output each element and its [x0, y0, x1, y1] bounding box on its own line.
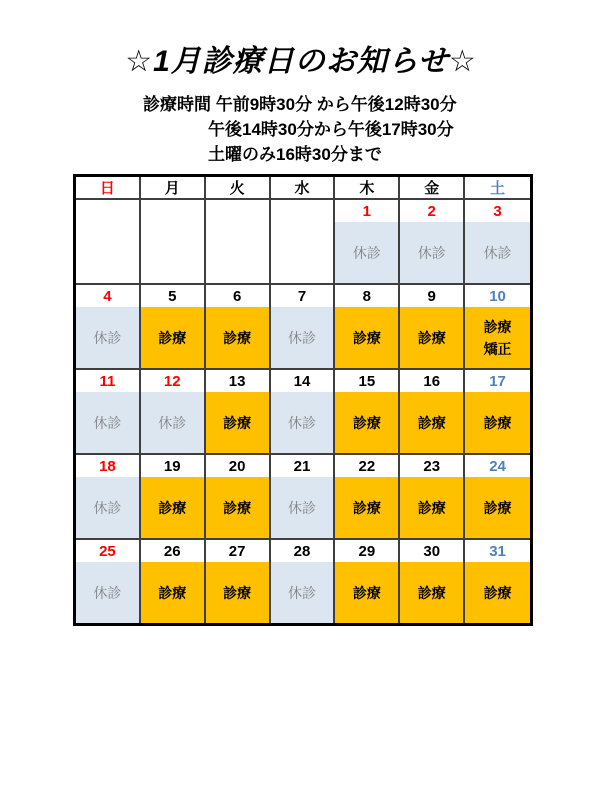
calendar-cell-day-4: [76, 285, 141, 370]
status-label: [141, 222, 204, 283]
calendar-cell-day-12: [141, 370, 206, 455]
day-number: 7: [271, 285, 334, 307]
calendar-cell-day-28: [271, 540, 336, 623]
calendar-cell-day-9: [400, 285, 465, 370]
calendar-cell-empty: [206, 200, 271, 285]
weekday-header-6: 土: [465, 177, 530, 200]
weekday-header-0: 日: [76, 177, 141, 200]
calendar-cell-day-5: [141, 285, 206, 370]
status-label: 休診: [141, 392, 204, 453]
day-number: 9: [400, 285, 463, 307]
status-label: 診療: [141, 307, 204, 368]
status-label: 休診: [76, 307, 139, 368]
day-number: 26: [141, 540, 204, 562]
day-number: 19: [141, 455, 204, 477]
weekday-header-4: 木: [335, 177, 400, 200]
status-label: 診療: [400, 562, 463, 623]
calendar-cell-day-10: [465, 285, 530, 370]
status-label: [76, 222, 139, 283]
calendar-cell-day-19: [141, 455, 206, 540]
status-label: [271, 222, 334, 283]
day-number: 27: [206, 540, 269, 562]
status-label: 診療: [206, 392, 269, 453]
calendar-cell-day-18: [76, 455, 141, 540]
calendar-cell-day-15: [335, 370, 400, 455]
status-label: 休診: [271, 562, 334, 623]
status-label: 休診: [76, 392, 139, 453]
weekday-header-5: 金: [400, 177, 465, 200]
calendar-cell-day-29: [335, 540, 400, 623]
day-number: 6: [206, 285, 269, 307]
calendar-cell-day-27: [206, 540, 271, 623]
day-number: 10: [465, 285, 530, 307]
calendar-cell-day-11: [76, 370, 141, 455]
status-label: 診療: [400, 477, 463, 538]
calendar-cell-day-13: [206, 370, 271, 455]
status-label: 診療: [335, 562, 398, 623]
day-number: 14: [271, 370, 334, 392]
status-label: 休診: [271, 307, 334, 368]
calendar-cell-day-20: [206, 455, 271, 540]
day-number: 5: [141, 285, 204, 307]
schedule-line-afternoon: 午後14時30分から午後17時30分: [208, 120, 454, 139]
status-label: 診療: [141, 562, 204, 623]
day-number: 3: [465, 200, 530, 222]
day-number: 13: [206, 370, 269, 392]
calendar-cell-empty: [141, 200, 206, 285]
calendar-cell-day-2: [400, 200, 465, 285]
day-number: 30: [400, 540, 463, 562]
day-number: [206, 200, 269, 222]
day-number: 17: [465, 370, 530, 392]
status-label: 診療: [465, 477, 530, 538]
day-number: 2: [400, 200, 463, 222]
day-number: 23: [400, 455, 463, 477]
status-label: 診療: [400, 392, 463, 453]
day-number: 25: [76, 540, 139, 562]
schedule-line-morning: 診療時間 午前9時30分 から午後12時30分: [143, 95, 457, 114]
calendar-cell-day-26: [141, 540, 206, 623]
status-label: 休診: [335, 222, 398, 283]
day-number: 8: [335, 285, 398, 307]
day-number: 11: [76, 370, 139, 392]
status-label: 診療: [206, 562, 269, 623]
status-label: 休診: [76, 477, 139, 538]
schedule-text-block: [0, 92, 602, 167]
status-label: 休診: [400, 222, 463, 283]
calendar-cell-day-3: [465, 200, 530, 285]
status-label: 診療: [335, 477, 398, 538]
calendar-cell-day-23: [400, 455, 465, 540]
calendar-cell-day-30: [400, 540, 465, 623]
calendar-cell-day-8: [335, 285, 400, 370]
day-number: 21: [271, 455, 334, 477]
status-label: 診療 矯正: [465, 307, 530, 368]
calendar-cell-day-6: [206, 285, 271, 370]
status-label: 診療: [465, 392, 530, 453]
day-number: [141, 200, 204, 222]
weekday-header-2: 火: [206, 177, 271, 200]
calendar-cell-day-24: [465, 455, 530, 540]
day-number: 24: [465, 455, 530, 477]
status-label: 診療: [465, 562, 530, 623]
day-number: 22: [335, 455, 398, 477]
calendar-cell-day-22: [335, 455, 400, 540]
day-number: 15: [335, 370, 398, 392]
calendar-table: [73, 174, 533, 626]
status-label: [206, 222, 269, 283]
day-number: 31: [465, 540, 530, 562]
status-label: 診療: [400, 307, 463, 368]
day-number: 20: [206, 455, 269, 477]
day-number: 4: [76, 285, 139, 307]
day-number: [271, 200, 334, 222]
status-label: 休診: [271, 392, 334, 453]
day-number: 1: [335, 200, 398, 222]
status-label: 休診: [465, 222, 530, 283]
weekday-header-1: 月: [141, 177, 206, 200]
status-label: 休診: [271, 477, 334, 538]
calendar-cell-empty: [271, 200, 336, 285]
status-label: 休診: [76, 562, 139, 623]
calendar-grid: [76, 177, 530, 623]
calendar-cell-day-16: [400, 370, 465, 455]
calendar-cell-empty: [76, 200, 141, 285]
day-number: 18: [76, 455, 139, 477]
calendar-cell-day-17: [465, 370, 530, 455]
day-number: 12: [141, 370, 204, 392]
schedule-line-saturday: 土曜のみ16時30分まで: [208, 145, 382, 164]
day-number: 28: [271, 540, 334, 562]
calendar-cell-day-25: [76, 540, 141, 623]
status-label: 診療: [335, 307, 398, 368]
status-label: 診療: [206, 477, 269, 538]
day-number: [76, 200, 139, 222]
status-label: 診療: [141, 477, 204, 538]
page-title: ☆1月診療日のお知らせ☆: [125, 45, 477, 78]
calendar-cell-day-31: [465, 540, 530, 623]
calendar-cell-day-1: [335, 200, 400, 285]
calendar-cell-day-21: [271, 455, 336, 540]
status-label: 診療: [206, 307, 269, 368]
status-label: 診療: [335, 392, 398, 453]
weekday-header-3: 水: [271, 177, 336, 200]
calendar-cell-day-14: [271, 370, 336, 455]
day-number: 29: [335, 540, 398, 562]
day-number: 16: [400, 370, 463, 392]
calendar-cell-day-7: [271, 285, 336, 370]
